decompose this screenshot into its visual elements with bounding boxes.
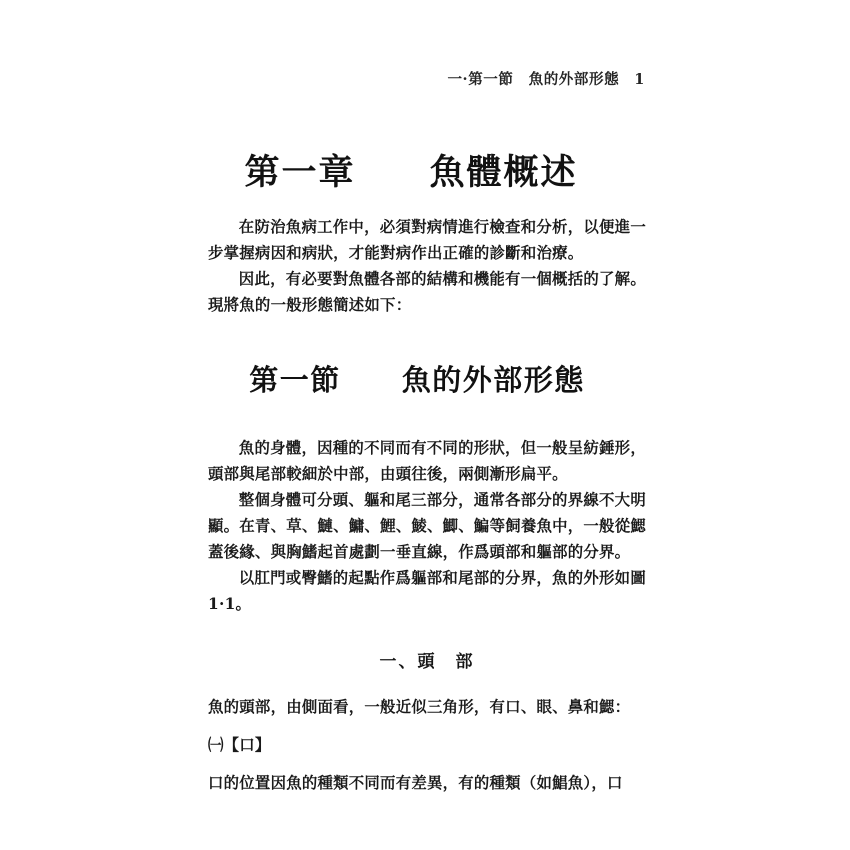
spacer-after-subsection xyxy=(208,672,646,694)
paragraph-5: 以肛門或臀鰭的起點作爲軀部和尾部的分界，魚的外形如圖1·1。 xyxy=(208,569,646,613)
paragraph-3: 魚的身體，因種的不同而有不同的形狀，但一般呈紡錘形，頭部與尾部較細於中部，由頭往後，兩側漸形扁平。 xyxy=(208,439,646,483)
section-title: 第一節 魚的外部形態 xyxy=(249,363,585,397)
paragraph-4: 整個身體可分頭、軀和尾三部分，通常各部分的界線不大明顯。在青、草、鰱、鱅、鯉、鯪、鯽、鯿等飼養魚中，一般從鰓蓋後緣、與胸鰭起首處劃一垂直線，作爲頭部和軀部的分界。 xyxy=(208,491,646,561)
spacer-after-section xyxy=(208,399,646,435)
item-label-mouth: ㈠【口】 xyxy=(208,736,271,754)
spacer-after-item-label xyxy=(208,758,646,770)
running-head: 一·第一節 魚的外部形態 1 xyxy=(447,71,645,88)
subsection-title: 一、頭 部 xyxy=(379,652,475,672)
chapter-title: 第一章 魚體概述 xyxy=(244,152,578,194)
spacer-before-section xyxy=(208,318,646,358)
paragraph-6: 魚的頭部，由側面看，一般近似三角形，有口、眼、鼻和鰓： xyxy=(208,698,631,716)
paragraph-8: 口的位置因魚的種類不同而有差異，有的種類（如鯧魚），口 xyxy=(208,774,623,792)
spacer-before-subsection xyxy=(208,617,646,647)
spacer-before-item-label xyxy=(208,720,646,732)
paragraph-2: 因此，有必要對魚體各部的結構和機能有一個概括的了解。現將魚的一般形態簡述如下： xyxy=(208,270,646,314)
body-content xyxy=(208,214,646,796)
paragraph-1: 在防治魚病工作中，必須對病情進行檢查和分析，以便進一步掌握病因和病狀，才能對病作出正確的診斷和治療。 xyxy=(208,218,646,262)
